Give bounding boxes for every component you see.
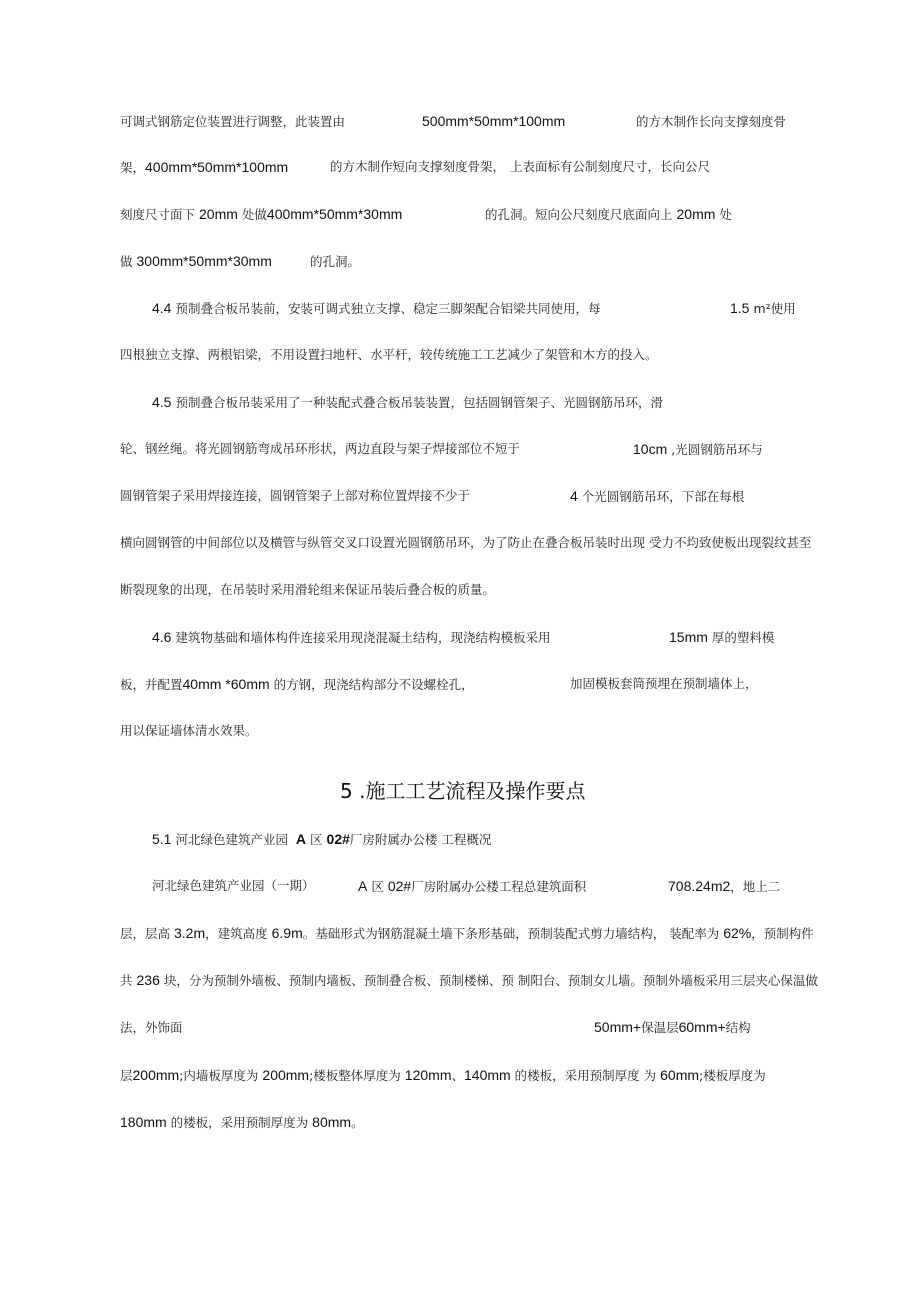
text-run: 02#: [326, 831, 350, 847]
text-run: 可调式钢筋定位装置进行调整，此装置由: [120, 114, 346, 129]
text-run: 层: [120, 1068, 133, 1083]
paragraph-line: [152, 878, 315, 894]
text-run: 横向圆钢管的中间部位以及横管与纵管交叉口设置光圆钢筋吊环，为了防止在叠合板吊装时出现 受力不均致使板出现裂纹甚至: [120, 535, 812, 550]
paragraph-line: [120, 1114, 364, 1131]
paragraph-line: [120, 676, 474, 693]
text-run: 加固模板套筒预埋在预制墙体上，: [570, 676, 758, 691]
text-run: ，预制构件: [751, 926, 814, 941]
text-run: 上表面标有公制刻度尺寸，长向公尺: [510, 159, 711, 174]
measure-value: 40mm *60mm: [182, 676, 270, 692]
text-run: ;楼板整体厚度为: [309, 1068, 401, 1083]
paragraph-line: [120, 488, 470, 504]
text-run: 的方木制作短向支撑刻度骨架，: [330, 159, 506, 174]
text-run: 四根独立支撑、两根铝梁，不用设置扫地杆、水平杆，较传统施工工艺减少了架管和木方的投入。: [120, 347, 658, 362]
measure-value: 200mm: [132, 1067, 180, 1083]
measure-value: 6.9m: [271, 925, 303, 941]
text-run: m²使用: [753, 301, 796, 316]
clause-number: 4.4: [152, 300, 172, 316]
text-run: A: [295, 831, 307, 847]
measure-value: 60mm: [660, 1067, 700, 1083]
measure-value: 708.24m2: [668, 878, 731, 894]
measure-value: 120mm: [404, 1067, 452, 1083]
paragraph-line: [120, 1020, 183, 1036]
paragraph-line: [636, 114, 786, 130]
text-run: A: [358, 878, 368, 894]
paragraph-line: [152, 629, 550, 646]
measure-value: 1.5: [730, 300, 750, 316]
paragraph-line: [330, 159, 505, 175]
text-run: 、: [451, 1068, 464, 1083]
text-run: 的楼板，采用预制厚度 为: [514, 1068, 657, 1083]
paragraph-line: [152, 300, 600, 317]
paragraph-line: [120, 347, 658, 363]
subsection-title: [152, 831, 491, 848]
measure-value: 400mm*50mm*30mm: [266, 206, 403, 222]
text-run: 块，分为预制外墙板、预制内墙板、预制叠合板、预制楼梯、预 制阳台、预制女儿墙。预制外墙板采用三层夹心保温做: [163, 973, 818, 988]
measure-value: 60mm+: [678, 1019, 726, 1035]
measure-value: 180mm: [120, 1114, 167, 1130]
measure-value: 62%: [723, 925, 752, 941]
text-run: 保温层: [641, 1020, 679, 1035]
text-run: 区: [310, 832, 323, 847]
text-run: 。: [351, 1115, 364, 1130]
text-run: 用以保证墙体清水效果。: [120, 723, 258, 738]
text-run: 02#: [387, 878, 412, 894]
clause-number: 4.6: [152, 629, 172, 645]
paragraph-line: [120, 114, 345, 130]
measure-value: 140mm: [464, 1067, 511, 1083]
text-run: 处做: [241, 207, 267, 222]
text-run: 厂房附属办公楼 工程概况: [349, 832, 492, 847]
paragraph-line: [120, 972, 818, 989]
text-run: 断裂现象的出现，在吊装时采用滑轮组来保证吊装后叠合板的质量。: [120, 582, 496, 597]
text-run: 建筑物基础和墙体构件连接采用现浇混凝土结构，现浇结构模板采用: [175, 630, 551, 645]
measure-value: 10cm: [633, 441, 668, 457]
paragraph-line: [120, 1067, 766, 1084]
paragraph-line: [120, 582, 495, 598]
clause-number: 4.5: [152, 394, 172, 410]
text-run: 预制叠合板吊装采用了一种装配式叠合板吊装装置，包括圆钢管架子、光圆钢筋吊环，滑: [175, 395, 663, 410]
paragraph-line: [510, 159, 710, 175]
measure-value: 3.2m: [174, 925, 206, 941]
paragraph-line: [120, 159, 288, 176]
paragraph-line: [669, 629, 774, 646]
text-run: 厂房附属办公楼工程总建筑面积: [411, 879, 587, 894]
paragraph-line: [120, 206, 402, 223]
text-run: 板，并配置: [120, 677, 183, 692]
paragraph-line: [570, 488, 744, 505]
clause-number: 5.1: [152, 831, 172, 847]
paragraph-line: [730, 300, 796, 317]
text-run: 的楼板，采用预制厚度为: [170, 1115, 309, 1130]
measure-value: 236: [136, 972, 160, 988]
measure-value: 15mm: [669, 629, 708, 645]
paragraph-line: [485, 206, 732, 223]
text-run: 。基础形式为钢筋混凝土墙下条形基础，预制装配式剪力墙结构， 装配率为: [302, 926, 720, 941]
paragraph-line: [594, 1019, 751, 1036]
paragraph-line: [570, 676, 758, 692]
text-run: 河北绿色建筑产业园（一期）: [152, 878, 315, 893]
text-run: ，地上二: [730, 879, 781, 894]
text-run: 个光圆钢筋吊环，下部在每根: [581, 489, 745, 504]
text-run: 的孔洞。短向公尺刻度尺底面向上: [485, 207, 673, 222]
text-run: 的孔洞。: [310, 254, 361, 269]
text-run: 架，: [120, 160, 146, 175]
paragraph-line: [358, 878, 586, 895]
text-run: 共: [120, 973, 133, 988]
text-run: 预制叠合板吊装前，安装可调式独立支撑、稳定三脚架配合铝梁共同使用，每: [175, 301, 601, 316]
paragraph-line: [120, 253, 272, 270]
measure-value: 500mm*50mm*100mm: [422, 113, 566, 129]
section-heading: 5 .施工工艺流程及操作要点: [340, 779, 586, 803]
paragraph-line: [633, 441, 763, 458]
paragraph-line: [668, 878, 780, 895]
paragraph-line: [310, 254, 360, 270]
measure-value: 400mm*50mm*100mm: [145, 159, 289, 175]
measure-value: 200mm: [262, 1067, 310, 1083]
paragraph-line: [422, 113, 565, 130]
text-run: ;楼板厚度为: [699, 1068, 766, 1083]
measure-value: 80mm: [312, 1114, 352, 1130]
text-run: 区: [371, 879, 384, 894]
text-run: 厚的塑料模: [711, 630, 775, 645]
paragraph-line: [152, 394, 663, 411]
text-run: 处: [719, 207, 732, 222]
text-run: 法，外饰面: [120, 1020, 183, 1035]
measure-value: 4: [570, 488, 578, 504]
text-run: 的方木制作长向支撑刻度骨: [636, 114, 787, 129]
measure-value: 300mm*50mm*30mm: [136, 253, 272, 269]
measure-value: 20mm: [676, 206, 716, 222]
text-run: 做: [120, 254, 133, 269]
text-run: ，建筑高度: [205, 926, 268, 941]
text-run: 河北绿色建筑产业园: [175, 832, 288, 847]
text-run: 层，层高: [120, 926, 171, 941]
text-run: 刻度尺寸面下: [120, 207, 196, 222]
measure-value: 20mm: [199, 206, 238, 222]
text-run: ,光圆钢筋吊环与: [671, 442, 763, 457]
paragraph-line: [120, 535, 811, 551]
measure-value: 50mm+: [594, 1019, 642, 1035]
text-run: 的方钢，现浇结构部分不设螺栓孔，: [273, 677, 474, 692]
paragraph-line: [120, 441, 520, 457]
text-run: 圆钢管架子采用焊接连接，圆钢管架子上部对称位置焊接不少于: [120, 488, 471, 503]
text-run: 轮、钢丝绳。将光圆钢筋弯成吊环形状，两边直段与架子焊接部位不短于: [120, 441, 521, 456]
paragraph-line: [120, 723, 258, 739]
paragraph-line: [120, 925, 814, 942]
text-run: ;内墙板厚度为: [179, 1068, 259, 1083]
text-run: 结构: [725, 1020, 751, 1035]
